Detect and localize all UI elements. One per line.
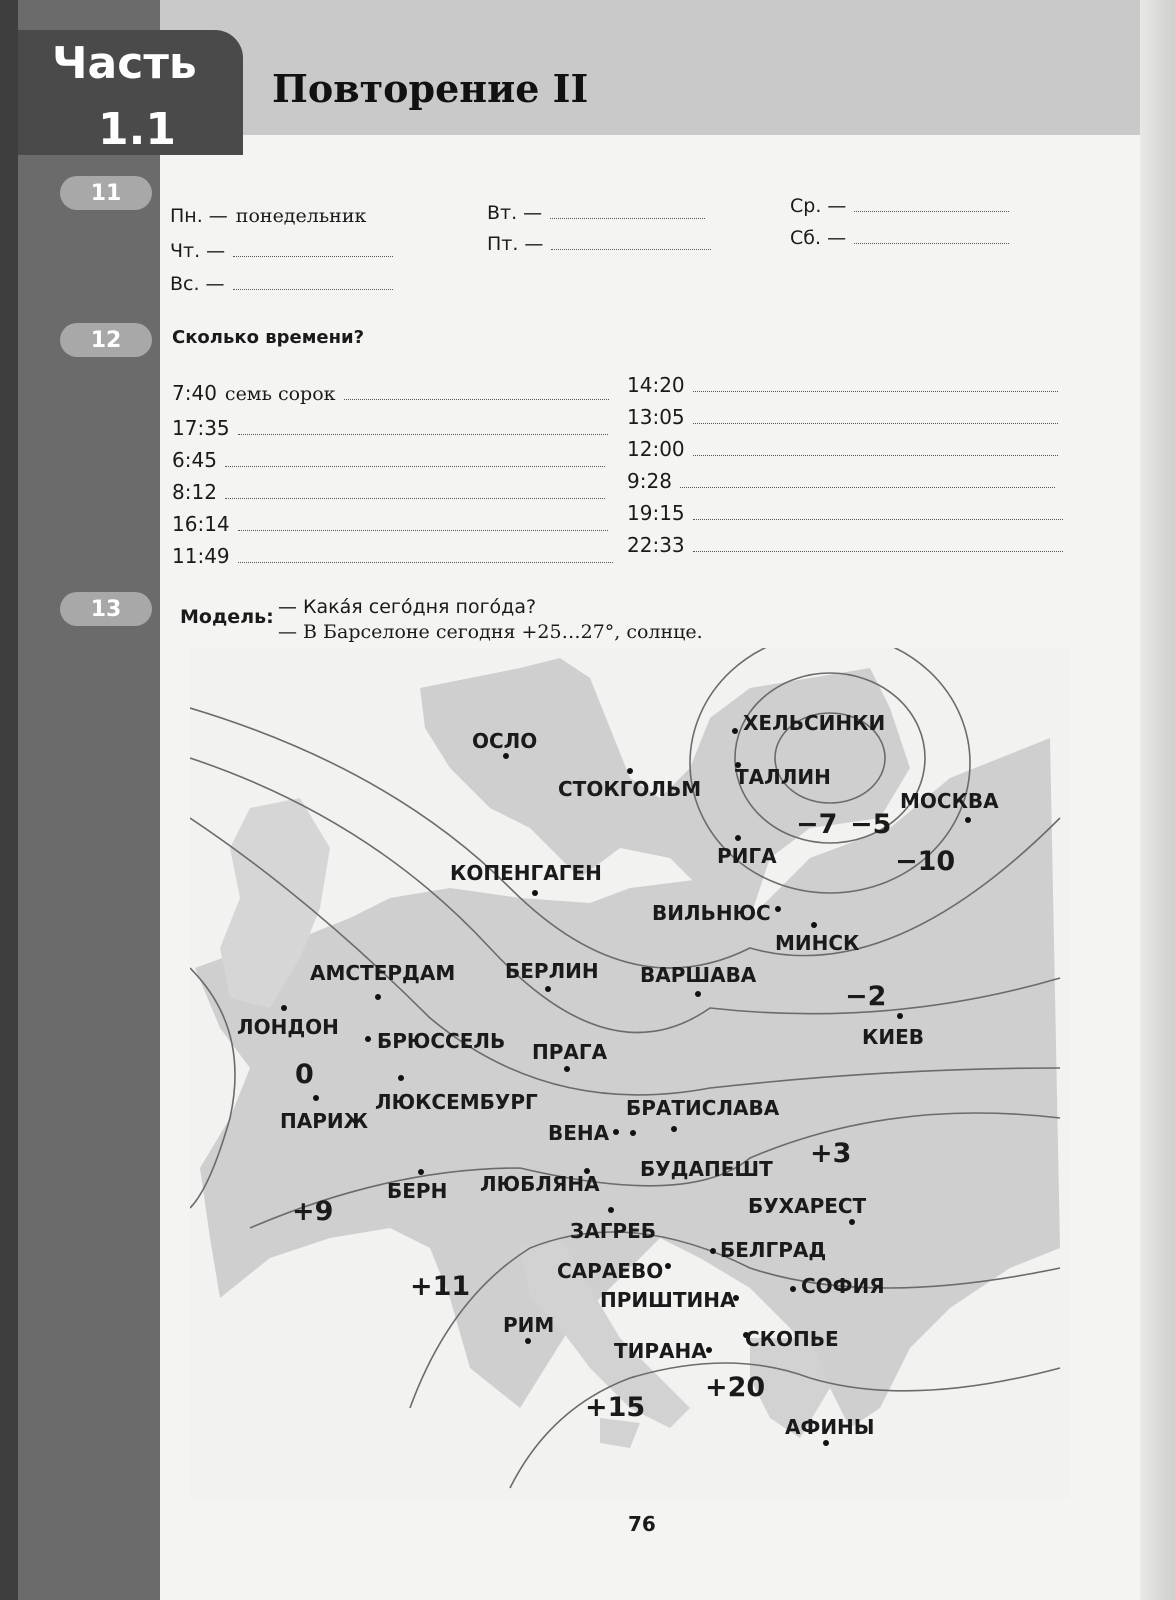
time-line <box>627 501 1063 525</box>
time-value: 17:35 <box>172 416 230 440</box>
city-paris-label: ПАРИЖ <box>280 1109 369 1133</box>
time-value: 7:40 <box>172 381 217 405</box>
time-line <box>172 416 608 440</box>
city-london-label: ЛОНДОН <box>237 1015 339 1039</box>
page-fold-shadow <box>1140 0 1175 1600</box>
city-warsaw-label: ВАРШАВА <box>640 963 757 987</box>
city-oslo-label: ОСЛО <box>472 729 538 753</box>
city-tallinn-label: ТАЛЛИН <box>735 765 831 789</box>
time-value: 13:05 <box>627 405 685 429</box>
day-abbr: Сб. — <box>790 227 847 249</box>
model-answer: — В Барселоне сегодня +25…27°, солнце. <box>278 621 703 643</box>
europe-weather-map <box>190 648 1070 1498</box>
time-line <box>627 437 1058 461</box>
city-skopje-label: СКОПЬЕ <box>745 1327 839 1351</box>
city-ljubljana-label: ЛЮБЛЯНА <box>480 1172 600 1196</box>
time-value: 6:45 <box>172 448 217 472</box>
city-prague-label: ПРАГА <box>532 1040 608 1064</box>
time-line <box>172 544 613 568</box>
time-line <box>627 405 1058 429</box>
temp-label: +11 <box>410 1271 471 1302</box>
city-bratislava-label: БРАТИСЛАВА <box>626 1096 780 1120</box>
city-vilnius-label: ВИЛЬНЮС <box>652 901 771 925</box>
city-vienna-label: ВЕНА <box>548 1121 610 1145</box>
city-helsinki-label: ХЕЛЬСИНКИ <box>743 711 886 735</box>
part-label: Часть <box>52 38 197 89</box>
time-line <box>172 480 605 504</box>
temp-label: −7 <box>796 809 838 840</box>
city-zagreb-label: ЗАГРЕБ <box>570 1219 656 1243</box>
city-rome-label: РИМ <box>503 1313 555 1337</box>
page-title: Повторение II <box>272 66 589 111</box>
left-margin-strip <box>0 0 160 1600</box>
model-label: Модель: <box>180 606 274 628</box>
city-pristina-label: ПРИШТИНА <box>600 1288 736 1312</box>
time-value: 19:15 <box>627 501 685 525</box>
city-luxembourg-label: ЛЮКСЕМБУРГ <box>375 1090 538 1114</box>
time-line <box>627 373 1058 397</box>
exercise-12-badge: 12 <box>60 323 152 357</box>
exercise-13-badge: 13 <box>60 592 152 626</box>
temp-label: +15 <box>585 1392 646 1423</box>
exercise-11-badge: 11 <box>60 176 152 210</box>
city-sarajevo-label: САРАЕВО <box>557 1259 664 1283</box>
city-stockholm-label: СТОКГОЛЬМ <box>558 777 702 801</box>
city-minsk-label: МИНСК <box>775 931 860 955</box>
day-abbr: Чт. — <box>170 240 226 262</box>
day-abbr: Вт. — <box>487 202 543 224</box>
day-abbr: Пн. — <box>170 205 228 227</box>
temp-label: +20 <box>705 1372 766 1403</box>
time-value: 9:28 <box>627 469 672 493</box>
time-value: 8:12 <box>172 480 217 504</box>
day-abbr: Ср. — <box>790 195 847 217</box>
city-belgrade-label: БЕЛГРАД <box>720 1238 827 1262</box>
city-kiev-label: КИЕВ <box>862 1025 924 1049</box>
time-value: 11:49 <box>172 544 230 568</box>
time-value: 16:14 <box>172 512 230 536</box>
city-budapest-label: БУДАПЕШТ <box>640 1157 773 1181</box>
city-amsterdam-label: АМСТЕРДАМ <box>310 961 456 985</box>
temp-label: +3 <box>810 1138 852 1169</box>
page-number: 76 <box>628 1512 656 1536</box>
day-line-wed <box>790 195 1009 217</box>
day-abbr: Пт. — <box>487 233 544 255</box>
day-line-thu <box>170 240 393 262</box>
day-answer: понедельник <box>235 205 367 227</box>
time-line <box>627 469 1055 493</box>
time-line <box>172 448 605 472</box>
temp-label: 0 <box>295 1059 314 1090</box>
exercise-12-heading: Сколько времени? <box>172 327 365 348</box>
day-abbr: Вс. — <box>170 273 225 295</box>
time-value: 14:20 <box>627 373 685 397</box>
time-line <box>172 381 609 405</box>
day-line-sun <box>170 273 393 295</box>
city-athens-label: АФИНЫ <box>785 1415 875 1439</box>
time-value: 12:00 <box>627 437 685 461</box>
city-brussels-label: БРЮССЕЛЬ <box>377 1029 506 1053</box>
city-sofia-label: СОФИЯ <box>801 1274 885 1298</box>
temp-label: −10 <box>895 846 956 877</box>
time-value: 22:33 <box>627 533 685 557</box>
day-line-tue <box>487 202 705 224</box>
day-line-sat <box>790 227 1009 249</box>
part-number: 1.1 <box>98 104 176 155</box>
temp-label: −2 <box>845 981 887 1012</box>
time-answer: семь сорок <box>224 383 336 405</box>
time-line <box>627 533 1063 557</box>
city-bern-label: БЕРН <box>387 1179 448 1203</box>
day-line-mon <box>170 205 366 227</box>
time-line <box>172 512 608 536</box>
city-berlin-label: БЕРЛИН <box>505 959 599 983</box>
city-copenhagen-label: КОПЕНГАГЕН <box>450 861 602 885</box>
city-riga-label: РИГА <box>717 844 777 868</box>
day-line-fri <box>487 233 711 255</box>
temp-label: −5 <box>850 809 892 840</box>
city-bucharest-label: БУХАРЕСТ <box>748 1194 867 1218</box>
model-question: — Кака́я сего́дня пого́да? <box>278 596 537 618</box>
city-moscow-label: МОСКВА <box>900 789 999 813</box>
temp-label: +9 <box>292 1196 334 1227</box>
city-tirana-label: ТИРАНА <box>614 1339 707 1363</box>
